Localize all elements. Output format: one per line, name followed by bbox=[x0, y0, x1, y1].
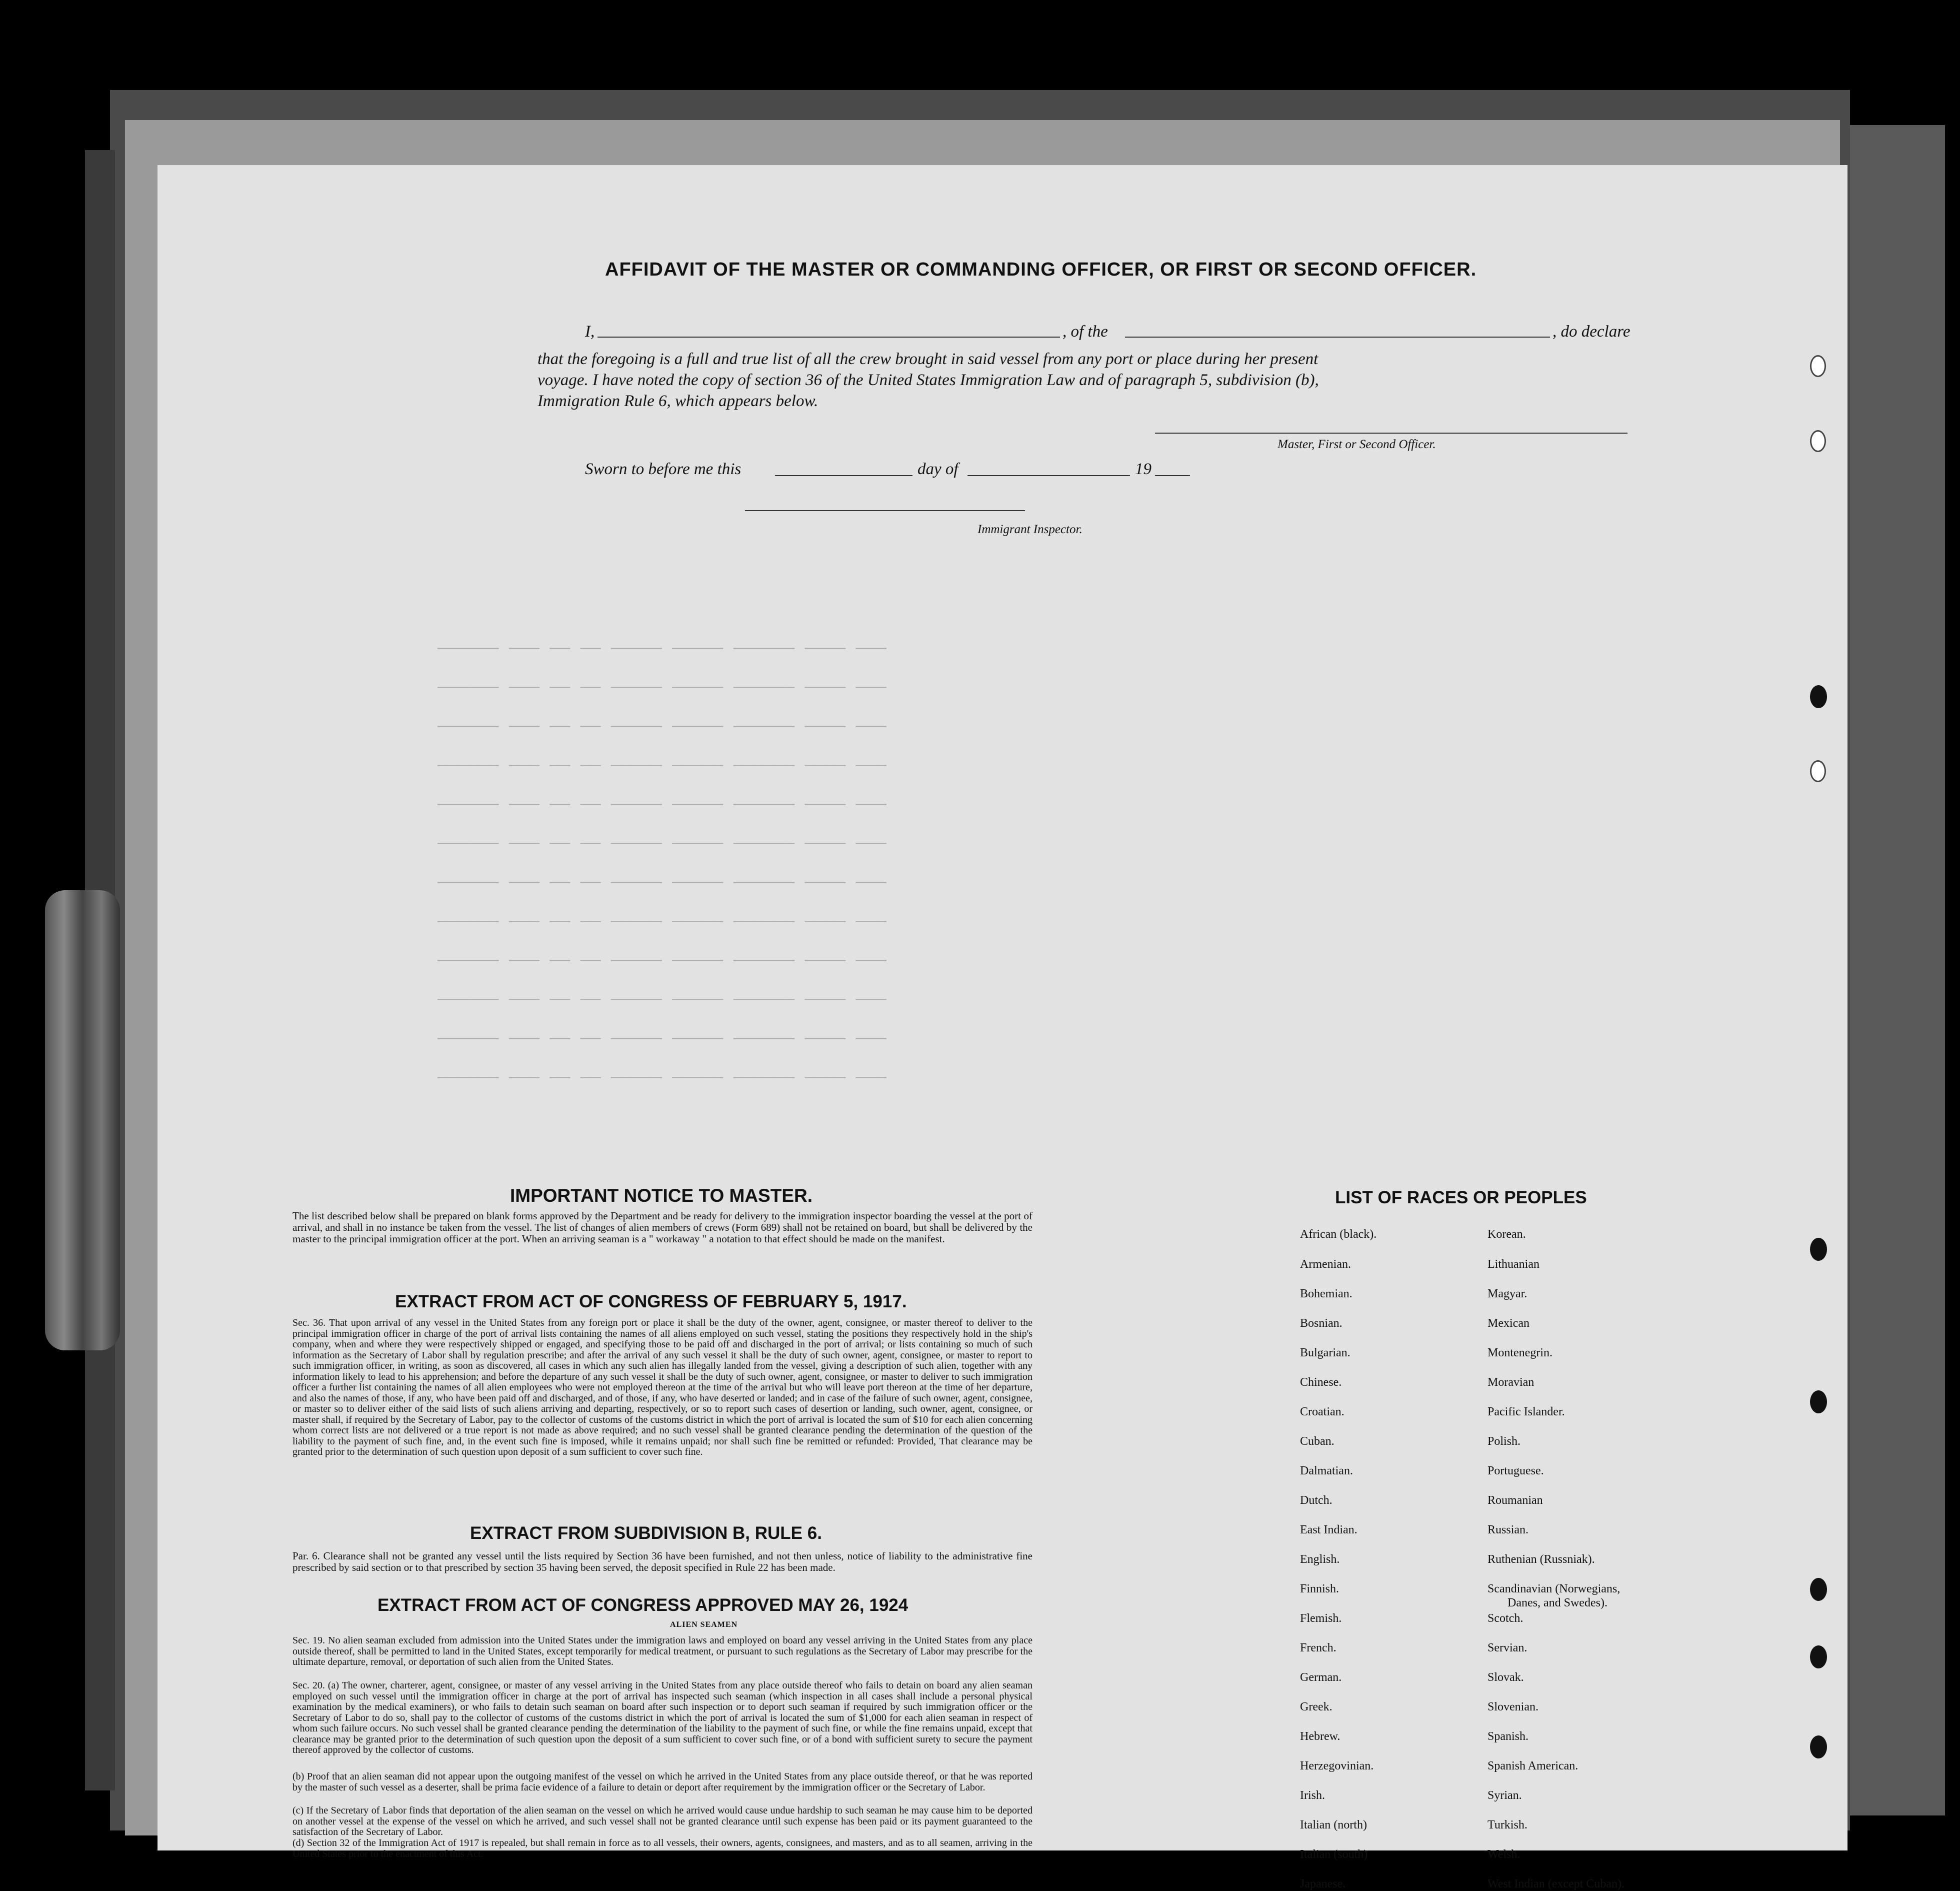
race-right-item: Portuguese. bbox=[1488, 1464, 1544, 1477]
races-title: LIST OF RACES OR PEOPLES bbox=[1335, 1188, 1587, 1207]
extract-1917-title: EXTRACT FROM ACT OF CONGRESS OF FEBRUARY 5, 1917. bbox=[395, 1292, 907, 1311]
punch-hole bbox=[1810, 355, 1826, 377]
race-right-item: Mexican bbox=[1488, 1317, 1530, 1330]
sworn-year: 19 bbox=[1135, 460, 1152, 478]
extract-1924-sec19: Sec. 19. No alien seaman excluded from admission into the United States under the immigration laws and employed on board any vessel arriving in the United States from any place outside thereof, shall be permitted to land in the United States, except temporarily for medical treatment, or pursuant to such regulations as the Secretary of Labor may prescribe for the ultimate departure, removal, or deportation of such alien from the United States. bbox=[292, 1635, 1032, 1667]
notice-text: The list described below shall be prepared on blank forms approved by the Department and be ready for delivery to the immigration inspector boarding the vessel at the port of arrival, and shall in no instance be taken from the vessel. The list of changes of alien members of crews (Form 689) shall not be retained on board, but shall be delivered by the master to the principal immigration officer at the port. When an arriving seaman is a " workaway " a notation to that effect should be made on the manifest. bbox=[292, 1210, 1032, 1245]
affidavit-body-line2: voyage. I have noted the copy of section 36 of the United States Immigration Law and of paragraph 5, subdivision (b), bbox=[538, 371, 1319, 389]
sworn-year-line bbox=[1155, 475, 1190, 476]
vessel-name-line bbox=[1125, 337, 1550, 338]
master-signature-line bbox=[1155, 433, 1628, 434]
sworn-day-of: day of bbox=[918, 460, 958, 478]
affidavit-body-line3: Immigration Rule 6, which appears below. bbox=[538, 392, 818, 410]
race-left-item: Hebrew. bbox=[1300, 1730, 1340, 1743]
race-right-item: Moravian bbox=[1488, 1376, 1534, 1389]
extract-1924-sec20d: (d) Section 32 of the Immigration Act of 1917 is repealed, but shall remain in force as to all vessels, their owners, agents, consignees, and masters, and as to all seamen, arriving in the United States prior to the enactment of this Act. bbox=[292, 1838, 1032, 1859]
master-label: Master, First or Second Officer. bbox=[1278, 438, 1436, 451]
extract-1924-sec20c: (c) If the Secretary of Labor finds that deportation of the alien seaman on the vessel on which he arrived would cause undue hardship to such seaman he may cause him to be deported on another vessel at the expense of the vessel on which he arrived, and such vessel shall not be granted clearance until such expense has been paid or its payment guaranteed to the satisfaction of the Secretary of Labor. bbox=[292, 1805, 1032, 1837]
race-left-item: Dalmatian. bbox=[1300, 1464, 1353, 1477]
race-left-item: Italian (south) bbox=[1300, 1848, 1368, 1861]
race-left-item: Chinese. bbox=[1300, 1376, 1342, 1389]
race-left-item: Bulgarian. bbox=[1300, 1346, 1350, 1359]
race-left-item: Japanese. bbox=[1300, 1877, 1346, 1890]
extract-rule6-text: Par. 6. Clearance shall not be granted any vessel until the lists required by Section 36 have been furnished, and not then unless, notice of liability to the administrative fine prescribed by said section or to that prescribed by section 35 having been served, the deposit specified in Rule 22 has been made. bbox=[292, 1550, 1032, 1573]
notice-title: IMPORTANT NOTICE TO MASTER. bbox=[510, 1185, 813, 1206]
race-right-item: Montenegrin. bbox=[1488, 1346, 1552, 1359]
extract-1924-sec20b: (b) Proof that an alien seaman did not appear upon the outgoing manifest of the vessel on which he arrived in the United States from any place outside thereof, or that he was reported by the master of such vessel as a deserter, shall be prima facie evidence of a failure to detain or deport after requirement by the immigration officer or the Secretary of Labor. bbox=[292, 1771, 1032, 1793]
race-right-item: Slovak. bbox=[1488, 1671, 1524, 1684]
inspector-signature-line bbox=[745, 510, 1025, 511]
master-name-line bbox=[598, 337, 1060, 338]
race-right-item: Russian. bbox=[1488, 1523, 1529, 1536]
race-left-item: African (black). bbox=[1300, 1228, 1377, 1241]
document-page bbox=[158, 165, 1848, 1890]
extract-1917-text: Sec. 36. That upon arrival of any vessel in the United States from any foreign port or place it shall be the duty of the owner, agent, consignee, or master thereof to deliver to the principal immigration officer in charge of the port of arrival lists containing the names of all aliens employed on such vessel, stating the positions they respectively hold in the ship's company, when and where they were respectively shipped or engaged, and specifying those to be paid off and discharged in the port of arrival; or lists containing so much of such information as the Secretary of Labor shall by regulation prescribe; and after the arrival of any such vessel it shall be the duty of such owner, agent, consignee, or master to report to such immigration officer, in writing, as soon as discovered, all cases in which any such alien has illegally landed from the vessel, giving a description of such alien, together with any information likely to lead to his apprehension; and before the departure of any such vessel it shall be the duty of such owner, agent, consignee, or master to deliver to such immigration officer a further list containing the names of all alien employees who were not employed thereon at the time of the arrival but who will leave port thereon at the time of her departure, and also the names of those, if any, who have been paid off and discharged, and of those, if any, who have deserted or landed; and in case of the failure of such owner, agent, consignee, or master so to deliver either of the said lists of such aliens arriving and departing, respectively, or so to report such cases of desertion or landing, such owner, agent, consignee, or master shall, if required by the Secretary of Labor, pay to the collector of customs of the customs district in which the port of arrival is located the sum of $10 for each alien concerning whom correct lists are not delivered or a true report is not made as above required; and no such vessel shall be granted clearance pending the determination of the question of the liability to the payment of such fine, and, in the event such fine is imposed, while it remains unpaid; nor shall such fine be remitted or refunded: Provided, That clearance may be granted prior to the determination of such question upon deposit of a sum sufficient to cover such fine. bbox=[292, 1317, 1032, 1457]
race-left-item: French. bbox=[1300, 1641, 1336, 1654]
race-left-item: Flemish. bbox=[1300, 1612, 1342, 1625]
race-left-item: Armenian. bbox=[1300, 1258, 1351, 1271]
punch-hole bbox=[1810, 1645, 1827, 1668]
extract-1924-sec20a: Sec. 20. (a) The owner, charterer, agent, consignee, or master of any vessel arriving in the United States from any place outside thereof who fails to detain on board any alien seaman employed on such vessel until the immigration officer in charge at the port of arrival has inspected such seaman (which inspection in all cases shall include a personal physical examination by the medical examiners), or who fails to detain such seaman on board after such inspection or to deport such seaman if required by such immigration officer or the Secretary of Labor to do so, shall pay to the collector of customs of the customs district in which the port of arrival is located the sum of $1,000 for each alien seaman in respect of whom such failure occurs. No such vessel shall be granted clearance pending the determination of the liability to the payment of such fine, or while the fine remains unpaid, except that clearance may be granted prior to the determination of such question upon the deposit of a sum sufficient to cover such fine, or of a bond with sufficient surety to secure the payment thereof approved by the collector of customs. bbox=[292, 1680, 1032, 1755]
race-right-item: Korean. bbox=[1488, 1228, 1526, 1241]
race-left-item: Cuban. bbox=[1300, 1435, 1334, 1448]
race-right-item: Lithuanian bbox=[1488, 1258, 1540, 1271]
race-right-item: West Indian (except Cuban). bbox=[1488, 1877, 1624, 1890]
affidavit-title: AFFIDAVIT OF THE MASTER OR COMMANDING OFFICER, OR FIRST OR SECOND OFFICER. bbox=[605, 259, 1477, 280]
affidavit-i-label: I, bbox=[585, 323, 595, 341]
race-right-item: Servian. bbox=[1488, 1641, 1528, 1654]
race-right-item: Welsh. bbox=[1488, 1848, 1520, 1861]
race-right-item: Spanish American. bbox=[1488, 1759, 1578, 1772]
alien-seamen-heading: ALIEN SEAMEN bbox=[670, 1620, 738, 1629]
race-right-item: Pacific Islander. bbox=[1488, 1405, 1565, 1418]
race-left-item: Irish. bbox=[1300, 1789, 1325, 1802]
race-left-item: Bosnian. bbox=[1300, 1317, 1342, 1330]
punch-hole bbox=[1810, 430, 1826, 452]
race-right-item: Slovenian. bbox=[1488, 1700, 1538, 1713]
race-left-item: Croatian. bbox=[1300, 1405, 1344, 1418]
race-left-item: Italian (north) bbox=[1300, 1818, 1367, 1831]
race-right-item: Turkish. bbox=[1488, 1818, 1528, 1831]
race-right-item: Ruthenian (Russniak). bbox=[1488, 1553, 1595, 1566]
sworn-month-line bbox=[968, 475, 1130, 476]
race-left-item: Finnish. bbox=[1300, 1582, 1340, 1595]
punch-hole bbox=[1810, 1735, 1827, 1758]
race-right-item: Scotch. bbox=[1488, 1612, 1524, 1625]
affidavit-of-the: , of the bbox=[1062, 323, 1108, 341]
sworn-day-line bbox=[775, 475, 912, 476]
race-left-item: East Indian. bbox=[1300, 1523, 1358, 1536]
affidavit-body-line1: that the foregoing is a full and true list of all the crew brought in said vessel from any port or place during her present bbox=[538, 350, 1318, 368]
race-left-item: Dutch. bbox=[1300, 1494, 1332, 1507]
race-right-item: Roumanian bbox=[1488, 1494, 1543, 1507]
extract-1924-title: EXTRACT FROM ACT OF CONGRESS APPROVED MAY 26, 1924 bbox=[378, 1595, 908, 1615]
race-left-item: Herzegovinian. bbox=[1300, 1759, 1374, 1772]
race-right-item-continued: Danes, and Swedes). bbox=[1508, 1596, 1608, 1609]
race-right-item: Magyar. bbox=[1488, 1287, 1528, 1300]
race-left-item: German. bbox=[1300, 1671, 1342, 1684]
binding-ribbon bbox=[45, 890, 120, 1350]
race-right-item: Polish. bbox=[1488, 1435, 1521, 1448]
race-left-item: Greek. bbox=[1300, 1700, 1332, 1713]
affidavit-do-declare: , do declare bbox=[1552, 323, 1630, 341]
race-right-item: Syrian. bbox=[1488, 1789, 1522, 1802]
extract-rule6-title: EXTRACT FROM SUBDIVISION B, RULE 6. bbox=[470, 1523, 822, 1543]
race-left-item: English. bbox=[1300, 1553, 1340, 1566]
race-left-item: Bohemian. bbox=[1300, 1287, 1352, 1300]
race-right-item: Spanish. bbox=[1488, 1730, 1529, 1743]
race-right-item: Scandinavian (Norwegians, bbox=[1488, 1582, 1620, 1595]
sworn-label: Sworn to before me this bbox=[585, 460, 742, 478]
bleed-through-texture: ────── ─── ── ── ───── ───── ────── ──── ─── ────── ─── ── ── ───── ───── ────── ──── ─── ────── ─── ── ── ───── ───── ────── ──── ─── ────── ─── ── ── ───── ───── ────── ──── ─── ────── ─── ── ── ───── ───── ────── ──── ─── ────── ─── ── ── ───── ───── ────── ──── ─── ────── ─── ── ── ───── ───── ────── ──── ─── ────── ─── ── ── ───── ───── ────── ──── ─── ────── ─── ── ── ───── ───── ────── ──── ─── ────── ─── ── ── ───── ───── ────── ──── ─── ────── ─── ── ── ───── ───── ────── ──── ─── ────── ─── ── ── ───── ───── ────── ──── ─── bbox=[438, 640, 886, 1088]
inspector-label: Immigrant Inspector. bbox=[978, 523, 1082, 536]
